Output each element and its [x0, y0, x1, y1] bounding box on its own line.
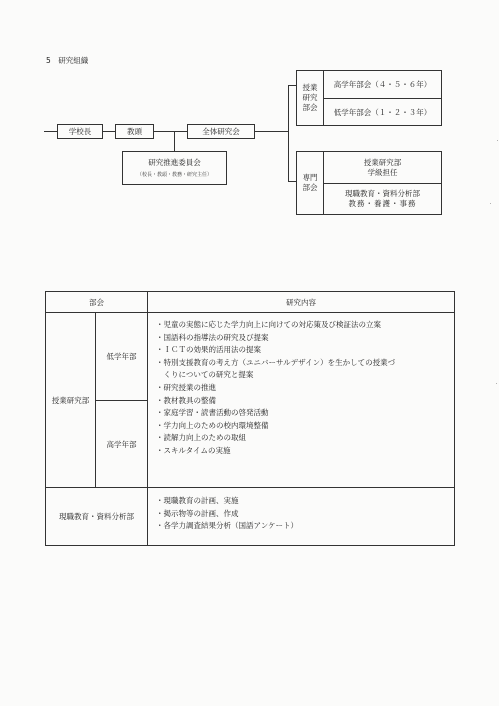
inservice-data-dept-box: 現職教育・資料分析部 教務・養護・事務 [345, 189, 420, 208]
research-committee-box [122, 151, 227, 185]
table-row [46, 313, 455, 401]
specialist-group [296, 151, 442, 215]
group-lesson-research: 授業研究部 [46, 313, 96, 488]
list-item: ・読解力向上のための取組 [156, 433, 246, 443]
list-item: ・児童の実態に応じた学力向上に向けての対応策及び検証法の立案 [156, 320, 381, 329]
subgroup-upper-grades: 高学年部 [96, 401, 148, 488]
section-heading: 5 研究組織 [46, 56, 89, 65]
list-item: ・現職教育の計画、実施 [156, 496, 239, 505]
table-row [46, 488, 455, 546]
lesson-research-group [296, 70, 442, 126]
list-item: ・家庭学習・読書活動の啓発活動 [156, 408, 269, 418]
principal-box: 学校長 [57, 124, 103, 139]
research-content-table [45, 291, 455, 546]
list-item: ・教材教具の整備 [156, 395, 216, 405]
branch-line-lower [288, 181, 296, 182]
header-division: 部会 [46, 292, 148, 313]
committee-title: 研究推進委員会 [148, 157, 201, 167]
list-item: ・国語科の指導法の研究及び提案 [156, 332, 269, 342]
list-item: ・ＩＣＴの効果的活用法の提案 [156, 345, 261, 355]
inservice-data-items [148, 488, 455, 546]
committee-members-note: （校長・教頭・教務・研究主任） [136, 171, 212, 178]
scan-speck [497, 140, 498, 141]
scan-speck [496, 383, 497, 384]
list-item: ・各学力調査結果分析（国語アンケート） [156, 521, 299, 531]
table-header-row [46, 292, 455, 313]
committee-drop-line [174, 131, 175, 151]
list-item: ・特別支援教育の考え方（ユニバーサルデザイン）を生かしての授業づ [156, 357, 396, 367]
branch-line-upper [288, 85, 296, 86]
header-content: 研究内容 [148, 292, 455, 313]
lesson-research-items [148, 313, 455, 488]
specialist-label: 専門 部会 [297, 152, 324, 214]
lesson-research-label: 授業 研究 部会 [297, 71, 324, 125]
list-item: ・掲示物等の計画、作成 [156, 508, 239, 518]
list-item: ・学力向上のための校内環境整備 [156, 420, 269, 430]
upper-grade-meeting: 高学年部会（４・５・６年） [324, 71, 441, 99]
list-item: ・スキルタイムの実施 [156, 445, 231, 455]
all-staff-meeting-box: 全体研究会 [187, 124, 255, 139]
vice-principal-box: 教頭 [115, 124, 154, 139]
vertical-branch-line [288, 85, 289, 182]
scan-speck [490, 203, 491, 204]
lesson-research-dept-box: 授業研究部 学級担任 [324, 152, 441, 184]
list-item: ・研究授業の推進 [156, 382, 216, 392]
group-inservice-data: 現職教育・資料分析部 [46, 488, 148, 546]
list-item: くりについての研究と提案 [156, 370, 254, 380]
lower-grade-meeting: 低学年部会（１・２・３年） [333, 107, 432, 117]
subgroup-lower-grades: 低学年部 [96, 313, 148, 401]
